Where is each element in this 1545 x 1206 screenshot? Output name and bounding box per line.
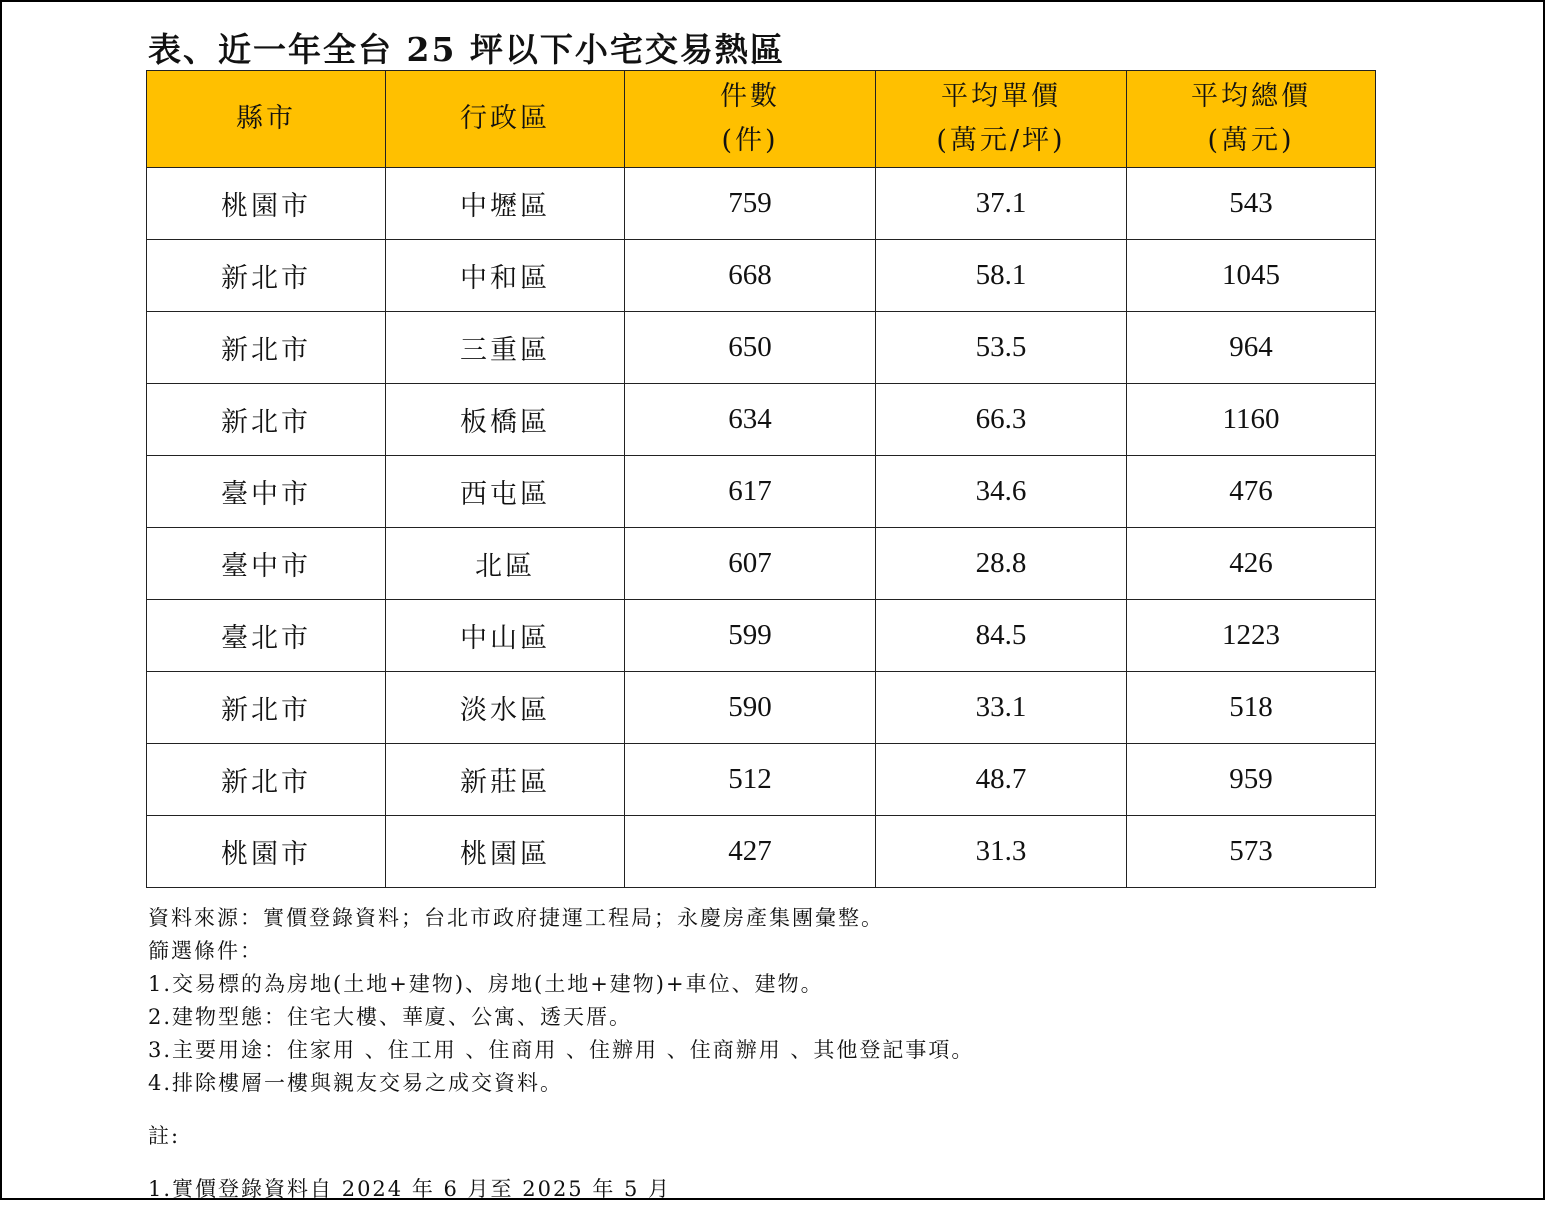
cell-count: 427 — [625, 816, 876, 888]
filter-item: 3.主要用途：住家用 、住工用 、住商用 、住辦用 、住商辦用 、其他登記事項。 — [148, 1038, 975, 1062]
cell-city: 新北市 — [147, 240, 386, 312]
cell-city: 新北市 — [147, 672, 386, 744]
cell-count: 759 — [625, 168, 876, 240]
cell-count: 512 — [625, 744, 876, 816]
remark-item: 1.實價登錄資料自 2024 年 6 月至 2025 年 5 月 — [148, 1177, 672, 1201]
header-row — [147, 71, 1376, 168]
cell-count: 634 — [625, 384, 876, 456]
filter-item: 1.交易標的為房地(土地+建物)、房地(土地+建物)+車位、建物。 — [148, 972, 824, 996]
table-row — [147, 744, 1376, 816]
cell-total-price: 518 — [1127, 672, 1376, 744]
header-total-price — [1127, 71, 1376, 168]
cell-count: 617 — [625, 456, 876, 528]
filter-item: 2.建物型態：住宅大樓、華廈、公寓、透天厝。 — [148, 1005, 633, 1029]
cell-city: 新北市 — [147, 312, 386, 384]
cell-city: 臺北市 — [147, 600, 386, 672]
cell-unit-price: 33.1 — [876, 672, 1127, 744]
cell-unit-price: 53.5 — [876, 312, 1127, 384]
cell-total-price: 1045 — [1127, 240, 1376, 312]
header-unit-price-unit: (萬元/坪) — [936, 125, 1066, 156]
cell-unit-price: 58.1 — [876, 240, 1127, 312]
cell-city: 新北市 — [147, 744, 386, 816]
cell-unit-price: 34.6 — [876, 456, 1127, 528]
cell-total-price: 543 — [1127, 168, 1376, 240]
source-note: 資料來源：實價登錄資料；台北市政府捷運工程局；永慶房產集團彙整。 — [148, 906, 884, 930]
cell-district: 中和區 — [386, 240, 625, 312]
cell-district: 三重區 — [386, 312, 625, 384]
cell-total-price: 964 — [1127, 312, 1376, 384]
cell-total-price: 573 — [1127, 816, 1376, 888]
cell-city: 新北市 — [147, 384, 386, 456]
cell-unit-price: 84.5 — [876, 600, 1127, 672]
table-row — [147, 600, 1376, 672]
cell-total-price: 1223 — [1127, 600, 1376, 672]
table-row — [147, 312, 1376, 384]
cell-unit-price: 28.8 — [876, 528, 1127, 600]
cell-district: 淡水區 — [386, 672, 625, 744]
cell-city: 臺中市 — [147, 456, 386, 528]
header-total-price-unit: (萬元) — [1207, 125, 1295, 156]
table-row — [147, 240, 1376, 312]
cell-district: 中山區 — [386, 600, 625, 672]
cell-unit-price: 37.1 — [876, 168, 1127, 240]
cell-total-price: 959 — [1127, 744, 1376, 816]
header-unit-price — [876, 71, 1127, 168]
table-row — [147, 816, 1376, 888]
cell-count: 590 — [625, 672, 876, 744]
cell-city: 臺中市 — [147, 528, 386, 600]
cell-district: 西屯區 — [386, 456, 625, 528]
filter-heading: 篩選條件： — [148, 939, 263, 963]
cell-district: 新莊區 — [386, 744, 625, 816]
cell-district: 桃園區 — [386, 816, 625, 888]
header-city: 縣市 — [147, 71, 386, 168]
notes-section — [148, 902, 974, 1206]
hotspot-table — [146, 70, 1376, 888]
cell-district: 板橋區 — [386, 384, 625, 456]
cell-district: 北區 — [386, 528, 625, 600]
cell-unit-price: 48.7 — [876, 744, 1127, 816]
table-title: 表、近一年全台 25 坪以下小宅交易熱區 — [148, 30, 785, 69]
cell-unit-price: 66.3 — [876, 384, 1127, 456]
cell-city: 桃園市 — [147, 816, 386, 888]
cell-total-price: 426 — [1127, 528, 1376, 600]
header-unit-price-label: 平均單價 — [941, 81, 1061, 112]
cell-total-price: 476 — [1127, 456, 1376, 528]
cell-count: 650 — [625, 312, 876, 384]
cell-unit-price: 31.3 — [876, 816, 1127, 888]
table-row — [147, 384, 1376, 456]
table-row — [147, 528, 1376, 600]
cell-total-price: 1160 — [1127, 384, 1376, 456]
table-row — [147, 672, 1376, 744]
header-count — [625, 71, 876, 168]
cell-district: 中壢區 — [386, 168, 625, 240]
cell-city: 桃園市 — [147, 168, 386, 240]
table-row — [147, 456, 1376, 528]
header-district: 行政區 — [386, 71, 625, 168]
remark-heading: 註: — [148, 1124, 181, 1148]
filter-item: 4.排除樓層一樓與親友交易之成交資料。 — [148, 1071, 564, 1095]
header-total-price-label: 平均總價 — [1191, 81, 1311, 112]
header-count-label: 件數 — [720, 81, 780, 112]
table-row — [147, 168, 1376, 240]
cell-count: 599 — [625, 600, 876, 672]
cell-count: 668 — [625, 240, 876, 312]
cell-count: 607 — [625, 528, 876, 600]
header-count-unit: (件) — [721, 125, 779, 156]
